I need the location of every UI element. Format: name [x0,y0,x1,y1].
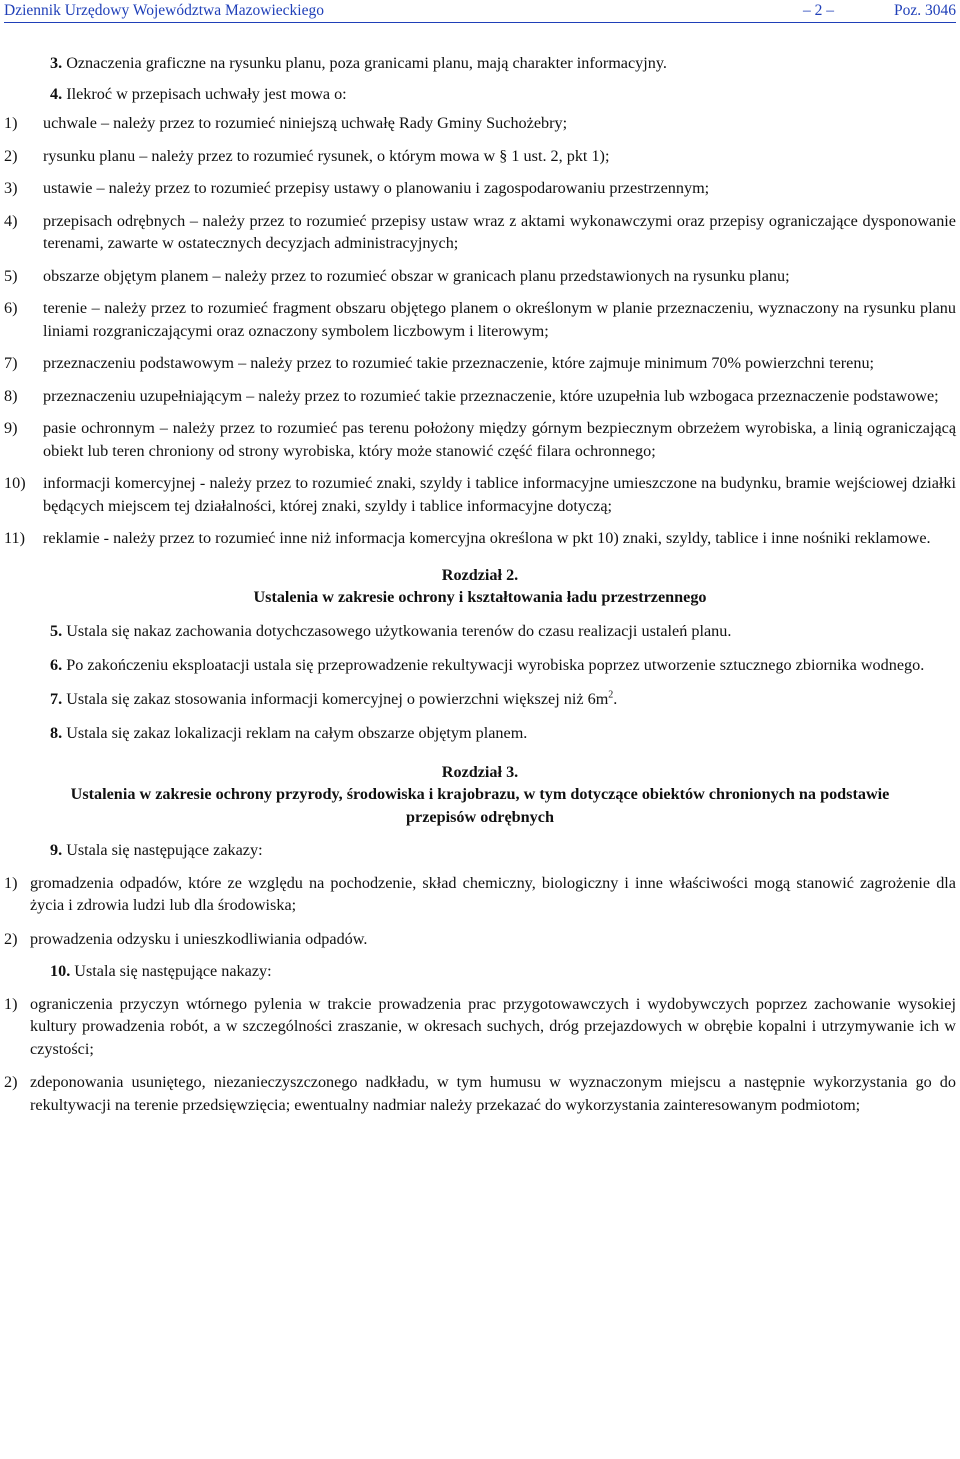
list-item-text: przepisach odrębnych – należy przez to rozumieć przepisy ustaw wraz z aktami wykonawczymi oraz przepisy ograniczające dysponowanie terenami, zawarte w ostatecznych decyzjach administracyjnych; [43,211,956,252]
list-item [4,112,956,135]
chapter-2-title: Ustalenia w zakresie ochrony i kształtowania ładu przestrzennego [253,588,707,606]
list-item-text: przeznaczeniu podstawowym – należy przez to rozumieć takie przeznaczenie, które zajmuje minimum 70% powierzchni terenu; [43,354,875,372]
list-item-text: terenie – należy przez to rozumieć fragment obszaru objętego planem o określonym w planie przeznaczeniu, wyznaczony na rysunku planu liniami rozgraniczającymi oraz oznaczony symbolem liczbowym i literowym; [43,299,956,340]
list-item-number: 1) [4,873,18,892]
list-item [4,993,956,1061]
paragraph-number: 9. [50,841,63,859]
paragraph-number: 10. [50,962,71,980]
orders-list [4,993,956,1117]
list-item-text: prowadzenia odzysku i unieszkodliwiania odpadów. [30,929,368,948]
journal-title: Dziennik Urzędowy Województwa Mazowieckiego [4,1,324,19]
paragraph-7: 7. Ustala się zakaz stosowania informacji komercyjnej o powierzchni większej niż $6m^2$. [50,689,618,708]
paragraph-6: 6. Po zakończeniu eksploatacji ustala się przeprowadzenie rekultywacji wyrobiska poprzez utworzenie sztucznego zbiornika wodnego. [50,656,925,674]
list-item [4,1071,956,1116]
list-item [4,928,956,951]
paragraph-4: 4. Ilekroć w przepisach uchwały jest mowa o: [50,84,347,103]
list-item [4,417,956,462]
list-item-text: gromadzenia odpadów, które ze względu na pochodzenie, skład chemiczny, biologiczny i inne właściwości mogą stanowić zagrożenie dla życia i zdrowia ludzi lub dla środowiska; [30,873,956,914]
list-item-number: 8) [4,386,18,405]
list-item-number: 10) [4,474,26,492]
list-item-text: informacji komercyjnej - należy przez to rozumieć znaki, szyldy i tablice informacyjne umieszczone na budynku, bramie wejściowej działki będących miejscem tej działalności, której znaki, szyldy i tablice informacyjne dotyczą; [43,474,956,515]
list-item [4,872,956,917]
list-item-text: uchwale – należy przez to rozumieć niniejszą uchwałę Rady Gminy Suchożebry; [43,114,568,132]
paragraph-8: 8. Ustala się zakaz lokalizacji reklam na całym obszarze objętym planem. [50,724,528,742]
list-item-number: 1) [4,114,18,132]
list-item-text: ustawie – należy przez to rozumieć przepisy ustawy o planowaniu i zagospodarowaniu przestrzennym; [43,179,710,197]
list-item-number: 9) [4,419,18,437]
list-item-number: 6) [4,299,18,317]
list-item [4,265,956,288]
list-item [4,210,956,255]
paragraph-number: 8. [50,724,63,742]
list-item-number: 2) [4,146,18,165]
paragraph-5: 5. Ustala się nakaz zachowania dotychczasowego użytkowania terenów do czasu realizacji ustaleń planu. [50,621,732,640]
paragraph-number: 7. [50,689,63,708]
list-item-number: 11) [4,529,25,547]
paragraph-number: 5. [50,621,63,640]
list-item [4,352,956,375]
list-item [4,527,956,550]
superscript: 2 [608,689,614,701]
page-header [4,0,956,23]
list-item-text: obszarze objętym planem – należy przez to rozumieć obszar w granicach planu przedstawionych na rysunku planu; [43,266,790,285]
list-item [4,385,956,408]
list-item-number: 4) [4,211,18,230]
list-item-text: pasie ochronnym – należy przez to rozumieć pas terenu położony między górnym bezpiecznym obrzeżem wyrobiska, a linią ograniczającą obiekt lub teren chroniony od strony wyrobiska, który może stanowić część filara ochronnego; [43,419,956,460]
paragraph-number: 6. [50,656,63,674]
list-item-number: 2) [4,1073,18,1091]
list-item [4,177,956,200]
list-item [4,297,956,342]
list-item [4,472,956,517]
page-number: – 2 – [803,1,834,19]
paragraph-9: 9. Ustala się następujące zakazy: [50,841,263,859]
list-item-text: reklamie - należy przez to rozumieć inne niż informacja komercyjna określona w pkt 10) znaki, szyldy, tablice i inne nośniki reklamowe. [43,529,931,547]
list-item-number: 3) [4,179,18,197]
position-number: Poz. 3046 [894,1,956,19]
paragraph-10: 10. Ustala się następujące nakazy: [50,962,272,980]
paragraph-number: 4. [50,84,63,103]
chapter-2-label: Rozdział 2. [441,565,519,584]
list-item [4,145,956,168]
list-item-number: 1) [4,994,18,1013]
list-item-text: rysunku planu – należy przez to rozumieć rysunek, o którym mowa w § 1 ust. 2, pkt 1); [43,146,610,165]
bans-list [4,872,956,951]
paragraph-3: 3. Oznaczenia graficzne na rysunku planu, poza granicami planu, mają charakter informacyjny. [50,54,667,72]
list-item-text: przeznaczeniu uzupełniającym – należy przez to rozumieć takie przeznaczenie, które uzupełnia lub wzbogaca przeznaczenie podstawowe; [43,386,939,405]
chapter-3-title: Ustalenia w zakresie ochrony przyrody, środowiska i krajobrazu, w tym dotyczące obiektów chronionych na podstawie przepisów odrębnych [70,785,890,826]
list-item-number: 7) [4,354,18,372]
chapter-3-label: Rozdział 3. [441,762,519,781]
paragraph-number: 3. [50,54,63,72]
list-item-number: 5) [4,266,18,285]
list-item-text: zdeponowania usuniętego, niezanieczyszczonego nadkładu, w tym humusu w wyznaczonym miejscu a następnie wykorzystania go do rekultywacji na terenie przedsięwzięcia; ewentualny nadmiar należy przekazać do wykorzystania zainteresowanym podmiotom; [30,1073,956,1114]
definitions-list [4,112,956,550]
list-item-text: ograniczenia przyczyn wtórnego pylenia w trakcie prowadzenia prac przygotowawczych i wydobywczych poprzez zachowanie wysokiej kultury prowadzenia robót, a w szczególności zraszanie, w okresach suchych, dróg przejazdowych w obrębie kopalni i utrzymywanie ich w czystości; [30,994,956,1058]
list-item-number: 2) [4,929,18,948]
